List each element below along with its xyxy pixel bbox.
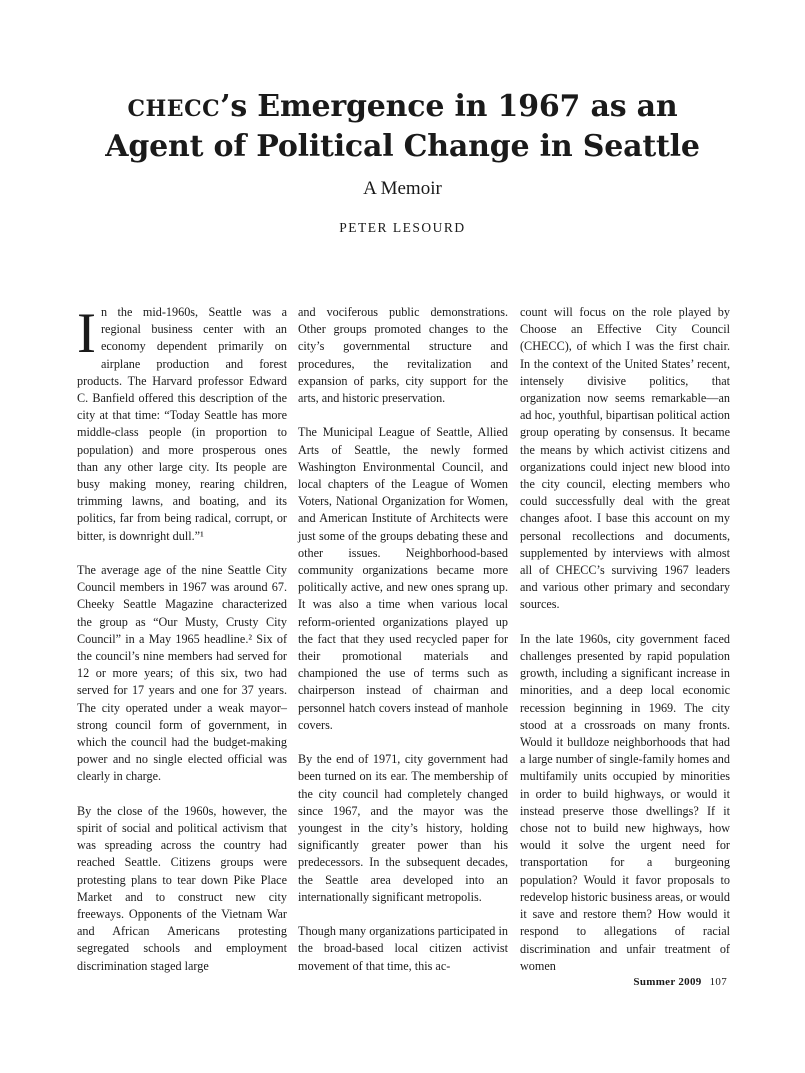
body-column-3 [520,304,730,992]
paragraph: and vociferous public demonstrations. Other groups promoted changes to the city’s governmental structure and procedures, the revitalization and expansion of parks, city support for the arts, and historic preservation. [298,305,508,406]
body-column-2 [298,304,508,992]
article-title-line-1 [0,88,805,128]
article-author: PETER LESOURD [339,220,466,235]
paragraph [77,304,287,545]
article-subtitle: A Memoir [363,178,442,199]
paragraph: By the close of the 1960s, however, the spirit of social and political activism that was spreading across the country had reached Seattle. Citizens groups were protesting plans to tear down Pike Place Market and to construct new city freeways. Opponents of the Vietnam War and African Americans protesting segregated schools and employment discrimination staged large [77,803,287,973]
page-number: 107 [709,976,727,988]
paragraph: Though many organizations participated in the broad-based local citizen activist movement of that time, this ac- [298,924,508,973]
article-header [0,88,805,236]
paragraph: The average age of the nine Seattle City Council members in 1967 was around 67. Cheeky Seattle Magazine characterized the group as “Our Musty, Crusty City Council” in a May 1965 headline.² Six of the council’s nine members had served for 12 or more years; of this six, two had served for 17 years and one for 37 years. The city operated under a weak mayor–strong council form of government, in which the council had the budget-making power and no single elected official was clearly in charge. [77,563,287,784]
title-acronym: CHECC [127,96,221,122]
drop-cap: I [77,302,96,365]
issue-label: Summer 2009 [633,976,702,988]
body-column-1 [77,304,287,992]
paragraph: In the late 1960s, city government faced challenges presented by rapid population growth, including a significant increase in minorities, and a deep local economic recession beginning in 1969. The city stood at a crossroads on many fronts. Would it bulldoze neighborhoods that had a large number of single-family homes and multifamily units occupied by minorities in order to build highways, or would it instead preserve those dwellings? If it chose not to build new highways, how would it solve the urgent need for transportation for a burgeoning population? Would it favor proposals to redevelop historic business areas, or would it save and restore them? How would it respond to allegations of racial discrimination and unfair treatment of women [520,631,730,973]
paragraph: By the end of 1971, city government had been turned on its ear. The membership of the city council had completely changed since 1967, and the mayor was the youngest in the city’s history, holding significantly greater power than his predecessors. In the subsequent decades, the Seattle area developed into an internationally significant metropolis. [298,752,508,904]
paragraph-text: n the mid-1960s, Seattle was a regional business center with an economy dependent primarily on airplane production and forest products. The Harvard professor Edward C. Banfield offered this description of the city at that time: “Today Seattle has more middle-class people (in proportion to population) and more prosperous ones than any other large city. Its people are busy making money, rearing children, trimming lawns, and boating, and its politics, far from being radical, corrupt, or bitter, is downright dull.”¹ [77,305,287,543]
article-title-line-2: Agent of Political Change in Seattle [105,129,700,164]
title-line-1-text: ’s Emergence in 1967 as an [220,89,678,124]
page-footer [633,976,727,988]
paragraph: count will focus on the role played by Choose an Effective City Council (CHECC), of which I was the first chair. In the context of the United States’ recent, intensely divisive politics, that organization now seems remarkable—an ad hoc, youthful, bipartisan political action group operating by consensus. It became the means by which activist citizens and organizations could inject new blood into the city council, electing members who could successfully deal with the great changes afoot. I base this account on my personal recollections and documents, supplemented by interviews with almost all of CHECC’s surviving 1967 leaders and various other primary and secondary sources. [520,305,730,612]
paragraph: The Municipal League of Seattle, Allied Arts of Seattle, the newly formed Washington Environmental Council, and local chapters of the League of Women Voters, National Organization for Women, and American Institute of Architects were just some of the groups debating these and other issues. Neighborhood-based community organizations became more politically active, and new ones sprang up. It was also a time when various local reform-oriented organizations played up the fact that they used recycled paper for their promotional materials and championed the use of terms such as chairperson instead of chairman and personnel hatch covers instead of manhole covers. [298,425,508,732]
